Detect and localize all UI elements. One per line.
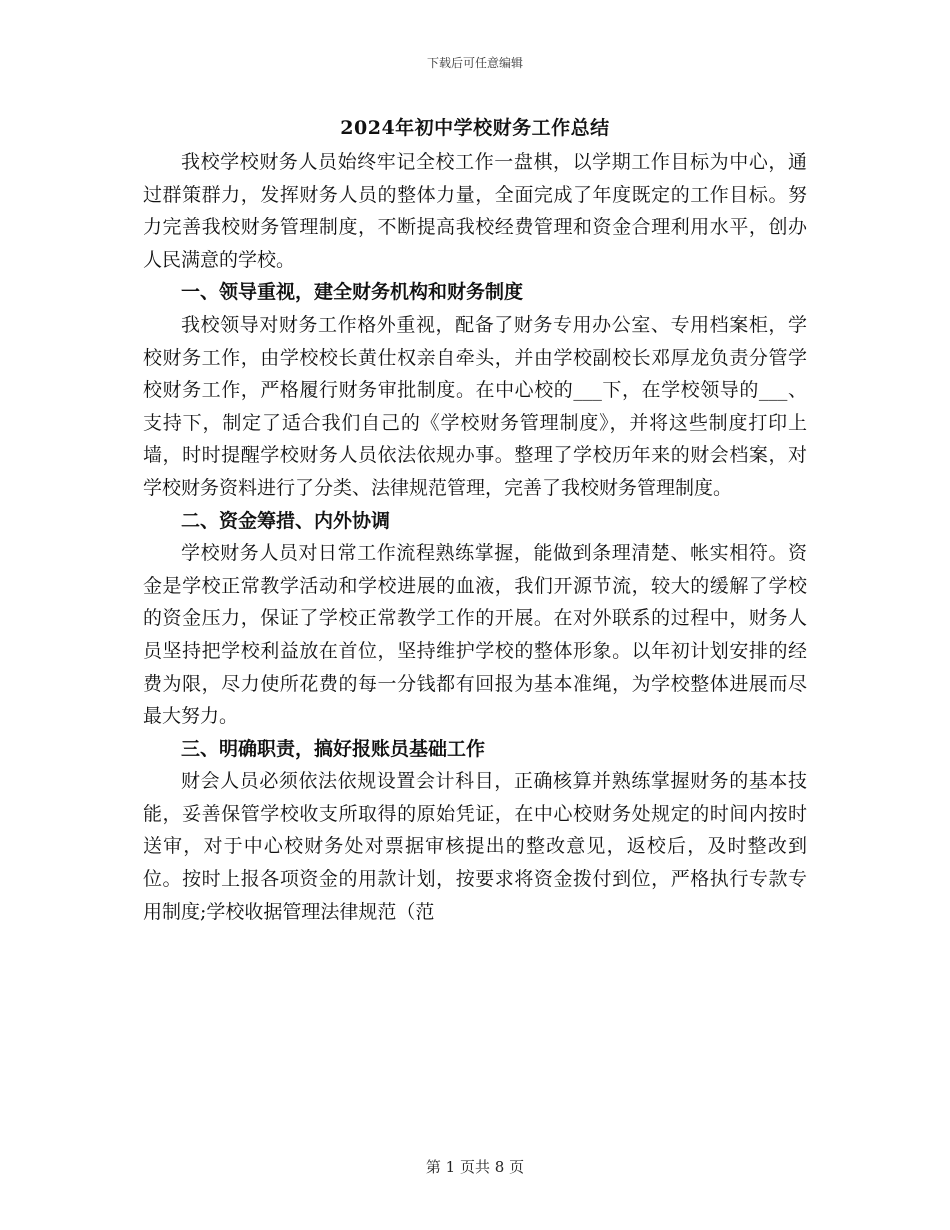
intro-paragraph: 我校学校财务人员始终牢记全校工作一盘棋，以学期工作目标为中心，通过群策群力，发挥财务人员的整体力量，全面完成了年度既定的工作目标。努力完善我校财务管理制度，不断提高我校经费管理和资金合理利用水平，创办人民满意的学校。: [143, 151, 807, 271]
document-body: [143, 110, 807, 928]
page-footer: 第 1 页共 8 页: [425, 1158, 525, 1176]
section-body-2: 学校财务人员对日常工作流程熟练掌握，能做到条理清楚、帐实相符。资金是学校正常教学活动和学校进展的血液，我们开源节流，较大的缓解了学校的资金压力，保证了学校正常教学工作的开展。在对外联系的过程中，财务人员坚持把学校利益放在首位，坚持维护学校的整体形象。以年初计划安排的经费为限，尽力使所花费的每一分钱都有回报为基本准绳，为学校整体进展而尽最大努力。: [143, 542, 807, 728]
section-heading-2: 二、资金筹措、内外协调: [181, 509, 391, 532]
section-body-1: 我校领导对财务工作格外重视，配备了财务专用办公室、专用档案柜，学校财务工作，由学校校长黄仕权亲自牵头，并由学校副校长邓厚龙负责分管学校财务工作，严格履行财务审批制度。在中心校的___下，在学校领导的___、支持下，制定了适合我们自己的《学校财务管理制度》，并将这些制度打印上墙，时时提醒学校财务人员依法依规办事。整理了学校历年来的财会档案，对学校财务资料进行了分类、法律规范管理，完善了我校财务管理制度。: [143, 313, 807, 499]
section-heading-1: 一、领导重视，建全财务机构和财务制度: [181, 281, 524, 304]
document-title: 2024年初中学校财务工作总结: [340, 117, 610, 139]
page-header: 下载后可任意编辑: [426, 56, 523, 70]
section-heading-3: 三、明确职责，搞好报账员基础工作: [181, 737, 486, 760]
section-body-3: 财会人员必须依法依规设置会计科目，正确核算并熟练掌握财务的基本技能，妥善保管学校收支所取得的原始凭证，在中心校财务处规定的时间内按时送审，对于中心校财务处对票据审核提出的整改意见，返校后，及时整改到位。按时上报各项资金的用款计划，按要求将资金拨付到位，严格执行专款专用制度;学校收据管理法律规范（范: [143, 770, 807, 923]
